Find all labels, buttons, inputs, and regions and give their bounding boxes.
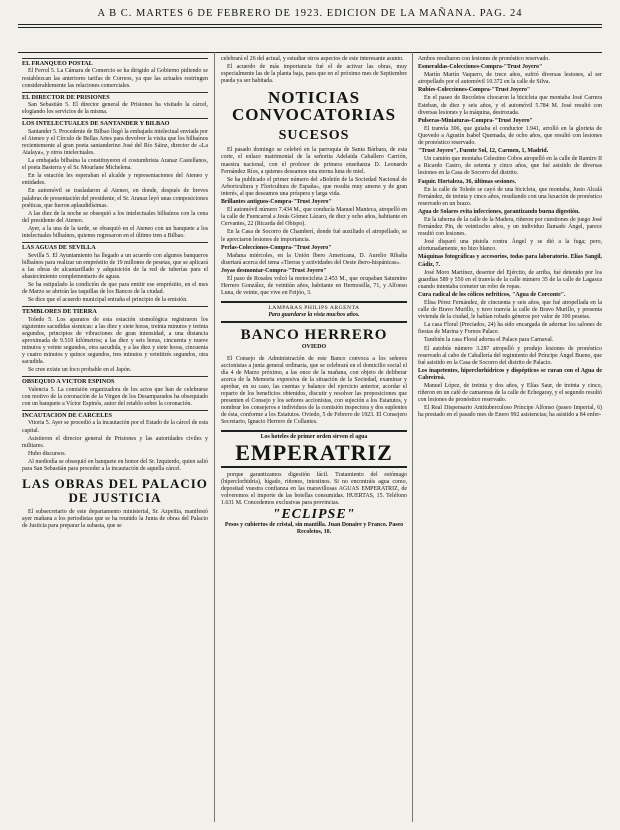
paragraph: Asistieron el director general de Prisiones y las autoridades civiles y militares. (22, 435, 208, 449)
ad-banco-city: OVIEDO (301, 344, 327, 351)
paragraph: El paso de Rosales volcó la motocicleta 2.453 M., que ocupaban Saturnino Herrero González, de veintiún años, habitante en Hermosilla, 71, y Alfonso Luna, de veinte, que vive en Feijóo, 3. (221, 275, 407, 297)
column-3 (418, 56, 602, 421)
paragraph: La embajada bilbaína la constituyeron el costumbrista Aranaz Castellanos, el poeta Basterra y el Sr. Mourlane Michelena. (22, 158, 208, 172)
paragraph: Valencia 5. La comisión organizadora de los actos que han de celebrarse con motivo de la coronación de la Virgen de los Desamparados ha obsequiado con un banquete a Víctor Espinós, autor del retablo sobre la coronación. (22, 386, 208, 407)
section-title: INCAUTACION DE CARCELES (22, 410, 208, 419)
ad-line: Agua de Solares evita infecciones, garantizando buena digestión. (418, 208, 580, 215)
ad-line: Brillantes antiguos-Compra-"Trust Joyero" (221, 199, 332, 206)
ad-emperatriz-title: EMPERATRIZ (235, 439, 393, 465)
ad-emperatriz (221, 430, 407, 467)
paragraph: En automóvil se trasladaron al Ateneo, en donde, después de breves palabras de presentación del presidente, el Sr. Aranaz leyó unas composiciones poéticas, que fueron aplaudidísimas. (22, 188, 208, 209)
paragraph: En la taberna de la calle de la Madera, riñeron por cuestiones de juego José Fernández Pin, de veintiocho años, y un individuo llamado Ángel, parece resultó con lesiones. (418, 216, 602, 238)
paragraph: Toledo 5. Los aparatos de esta estación sismológica registraron los siguientes sacudidas sísmicas: a las diez y siete horas, treinta minutos y treinta segundos, principios de vibraciones de gran intensidad, a una distancia aproximada de 9.510 kilómetros; a las diez y seis horas, cincuenta y nueve minutos y veinte segundos, otra sacudida, y a las diez y siete horas, cincuenta y cuatro minutos y quince segundos, tres minutos y veintitrés segundos, otra sacudida. (22, 316, 208, 366)
column-top-rule (18, 52, 602, 53)
ad-banco-herrero (221, 327, 407, 351)
paragraph: Santander 5. Procedente de Bilbao llegó la embajada intelectual enviada por el Ateneo y el Círculo de Bellas Artes para devolver la visita que los bilbaínos recientemente al gran poeta santanderino José del Río Sáinz, director de «La Atalaya», y otros intelectuales. (22, 128, 208, 156)
paragraph: El Real Dispensario Antituberculoso Príncipe Alfonso (paseo Imperial, 6) ha prestado en el pasado mes de Enero 992 asistencias; ha asistido a 84 enfer- (418, 405, 602, 419)
paragraph: El autobús número 3.287 atropelló y produjo lesiones de pronóstico reservado al cabo de Caballería del regimiento del Príncipe Ángel Bueno, que fué asistido en la Casa de Socorro del distrito de Palacio. (418, 345, 602, 366)
paragraph: También la casa Floral adorna el Palace para Carnaval. (424, 337, 554, 344)
ad-line: Perlas-Colecciones-Compra-"Trust Joyero" (221, 244, 332, 251)
ad-line: Pulseras-Miniaturas-Compra-"Trust Joyero" (418, 117, 533, 124)
paragraph: Mañana miércoles, en la Unión Ibero Americana, D. Aurelio Ribalta disertará acerca del tema «Tierras y actividades del Oeste ibero-hispánicas». (221, 252, 407, 266)
paragraph: José disparó una pistola contra Ángel y se dió a la fuga; pero, afortunadamente, no hizo blanco. (418, 239, 602, 253)
section-title: OBSEQUIO A VICTOR ESPINOS (22, 376, 208, 385)
paragraph: José Moro Martínez, desertor del Ejército, de arriba, fué detenido por los guardias 589 y 550 en el tranvía de la calle número 35 de la calle de Lagasca cuando intentaba cometer un robo de ropas. (418, 269, 602, 290)
ad-eclipse-title: "ECLIPSE" (272, 507, 356, 523)
paragraph: La casa Floral (Preciados, 24) ha sido encargada de adornar los salones de fiestas de Marina y Fornos Palace. (418, 322, 602, 336)
ad-line: Máquinas fotográficas y accesorios, todas para laboratorio. Elías Sangil, Cádiz, 7. (418, 254, 602, 268)
column-1 (22, 56, 208, 531)
paragraph: porque garantizamos digestión fácil. Tratamiento del estómago (hiperclorhidria), hígado, riñones, intestinos. Si no encontráis agua como, depositad vuestra confianza en las maravillosas AGUAS EMPERATRIZ, de volveremos el importe de las botellas consumidas. HUERTAS, 15. Teléfono 1.631 M. Concedemos exclusivas para provincias. (221, 471, 407, 506)
ad-line: Esmeraldas-Colecciones-Compra-"Trust Joyero" (418, 64, 543, 71)
paragraph: Vitoria 5. Ayer se procedió a la incautación por el Estado de la cárcel de esta capital. (22, 420, 208, 434)
paragraph: El subsecretario de este departamento ministerial, Sr. Azpeitia, manifestó ayer mañana a los periodistas que se ha reunido la Junta de obras del Palacio de Justicia para preparar la subasta, que se (22, 509, 208, 530)
paragraph: Sevilla 5. El Ayuntamiento ha llegado a un acuerdo con algunos banqueros bilbaínos para realizar un empréstito de 19 millones de pesetas, que se aplicará a las obras de alcantarillado y adquisición de la red de tuberías para el abastecimiento complementario de aguas. (22, 252, 208, 280)
paragraph: Al mediodía se obsequió en banquete en honor del Sr. Izquierdo, quien salió para San Sebastián para proceder a la incautación de aquella cárcel. (22, 458, 208, 472)
section-title: EL FRANQUEO POSTAL (22, 58, 208, 67)
headline-sucesos: SUCESOS (278, 128, 350, 144)
paragraph: En la Casa de Socorro de Chamberí, donde fué auxiliado el atropellado, se le apreciaron lesiones de importancia. (221, 229, 407, 243)
paragraph: Se dice que el acuerdo municipal entraña el principio de la emisión. (28, 297, 188, 304)
paragraph: Se ha publicado el primer número del «Boletín de la Sociedad Nacional de Arboricultura y Floricultura de España», que resulta muy ameno y de gran interés, al que deseamos una próspera y larga vida. (221, 176, 407, 197)
paragraph: Se cree existe un foco probable en el Japón. (28, 367, 132, 374)
paragraph: El Consejo de Administración de este Banco convoca a los señores accionistas a junta general ordinaria, que se celebrará en el domicilio social el día 4 de Marzo próximo, a las once de la mañana, con objeto de deliberar acerca de la Memoria expresiva de la situación de la Sociedad, examinar y aprobar, en su caso, las cuentas y balance del ejercicio anterior, acordar el reparto de los beneficios obtenidos, discutir y resolver las proposiciones que presenten el Consejo y los señores accionistas, con sujeción a los Estatutos, y nombrar los consejeros e individuos de la comisión inspectora y dos suplentes de ésta, conforme a los Estatutos. Oviedo, 5 de Febrero de 1923. El Consejero Secretario, Ignacio Herrero de Collantes. (221, 355, 407, 426)
ad-line: Cura radical de los cólicos nefríticos, "Agua de Corconte". (418, 291, 566, 298)
column-divider-1 (214, 52, 215, 822)
ad-line: "Trust Joyero", Fuente Sol, 12, Carmen, 1, Madrid. (418, 148, 549, 155)
paragraph: Hubo discursos. (28, 450, 66, 457)
ad-line: Rubíes-Colecciones-Compra-"Trust Joyero" (418, 87, 531, 94)
paragraph: San Sebastián 5. El director general de Prisiones ha visitado la cárcel, elogiando los servicios de la misma. (22, 102, 208, 116)
column-divider-2 (412, 52, 413, 822)
ad-line: Los inapetentes, hiperclorhídricos y dispépticos se curan con el Agua de Cabreiroá. (418, 367, 602, 381)
ad-line: Faquir. Hortaleza, 36, últimas sesiones. (418, 178, 516, 185)
paragraph: Un camión que montaba Celestino Cobos atropelló en la calle de Ramiro II a Ricardo Castro, de setenta y cinco años, que fué asistido de diversas lesiones en la Casa de Socorro del distrito. (418, 156, 602, 177)
paragraph: celebrará el 26 del actual, y estudiar otros aspectos de este interesante asunto. (221, 56, 404, 62)
ad-philips-slogan: Para guardarse la vista muchos años. (268, 312, 360, 319)
header-rule-bottom (18, 27, 602, 28)
paragraph: Ambos resultaron con lesiones de pronóstico reservado. (418, 56, 550, 62)
paragraph: Se ha estipulado la condición de que para emitir ese empréstito, en el mes de Marzo se abrirán las taquillas de los Bancos de la ciudad. (22, 281, 208, 295)
paragraph: Pesos y cubiertos de cristal, sin mantilla. Juan Donaire y Franco. Paseo Recoletos, 10. (224, 522, 404, 536)
paragraph: El Ferrol 5. La Cámara de Comercio se ha dirigido al Gobierno pidiendo se restablezcan las anteriores tarifas de Correos, ya que las actuales restringen considerablemente las relaciones comerciales. (22, 68, 208, 89)
paragraph: A las diez de la noche se obsequió a los intelectuales bilbaínos con la cena del presidente del Ateneo. (22, 210, 208, 224)
section-title: TEMBLORES DE TIERRA (22, 306, 208, 315)
headline-noticias: NOTICIAS CONVOCATORIAS (231, 88, 397, 125)
paragraph: El tranvía 306, que guiaba el conductor 1.941, arrolló en la glorieta de Quevedo a Agustín Isabel Quemada, de ocho años, que resultó con lesiones de pronóstico reservado. (418, 125, 602, 147)
section-title: EL DIRECTOR DE PRISIONES (22, 92, 208, 101)
header-rule-top (18, 24, 602, 25)
ad-emperatriz-line: Los hoteles de primer orden sirven el agua (260, 434, 368, 441)
ad-philips (221, 301, 407, 323)
ad-line: Joyas desmontar-Compra-"Trust Joyero" (221, 267, 327, 274)
paragraph: El automóvil número 7.434 M., que conducía Manuel Manteca, atropelló en la calle de Fuencarral a Jesús Gómez Lázaro, de diez y ocho años, habitante en Cervantes, 22 (Ricarda del Obispo). (221, 207, 407, 228)
section-title: LOS INTELECTUALES DE SANTANDER Y BILBAO (22, 118, 208, 127)
section-title: LAS AGUAS DE SEVILLA (22, 242, 208, 251)
paragraph: En el paseo de Recoletos chocaron la bicicleta que montaba José Carrera Esteban, de diez y seis años, y el automóvil 5.784 M. José resultó con diversas lesiones y la máquina, destrozada. (418, 95, 602, 116)
paragraph: El acuerdo de más importancia fué el de activar las obras, muy especialmente las de la planta baja, para que en el próximo mes de Septiembre pueda ya ser habitada. (221, 64, 407, 85)
paragraph: El pasado domingo se celebró en la parroquia de Santa Bárbara, de esta corte, el enlace matrimonial de la señorita Adelaida Caballero Carrión, maestra nacional, con el profesor de primera enseñanza D. Leonardo Fernández Ríos, a quienes deseamos una eterna luna de miel. (221, 147, 407, 175)
paragraph: Elisa Pérez Fernández, de cincuenta y seis años, que fué atropellada en la calle de Bravo Murillo, y tuvo tranvía la calle de Bravo Murillo, y presenta vivienda de la ciudad, le habían robado géneros por valor de 100 pesetas. (418, 300, 602, 321)
page-header: A B C. MARTES 6 DE FEBRERO DE 1923. EDICION DE LA MAÑANA. PAG. 24 (97, 8, 523, 19)
ad-philips-name: LAMPARAS PHILIPS ARGENTA (268, 305, 360, 312)
column-2 (221, 56, 407, 537)
ad-eclipse (221, 507, 407, 523)
paragraph: En la calle de Toledo se cayó de una bicicleta, que montaba, Justo Alcalá Fernández, de treinta y cinco años, resultando con una luxación de pronóstico reservado en un brazo. (418, 186, 602, 207)
paragraph: En la estación les esperaban el alcalde y representaciones del Ateneo y entidades. (22, 173, 208, 187)
paragraph: Ayer, a la una de la tarde, se obsequió en el Ateneo con un banquete a los intelectuales bilbaínos, quienes regresaron en el último tren a Bilbao. (22, 225, 208, 239)
paragraph: Martín Martín Vaquero, de trece años, sufrió diversas lesiones, al ser atropellado por el automóvil 10.372 en la calle de Silva. (418, 72, 602, 86)
paragraph: Manuel López, de treinta y dos años, y Elías Saur, de treinta y cinco, riñeron en un café de camareras de la calle de Echegaray, y el segundo resultó con lesiones de pronóstico reservado. (418, 383, 602, 404)
headline: LAS OBRAS DEL PALACIO DE JUSTICIA (22, 476, 208, 506)
ad-banco-title: BANCO HERRERO (240, 327, 388, 344)
